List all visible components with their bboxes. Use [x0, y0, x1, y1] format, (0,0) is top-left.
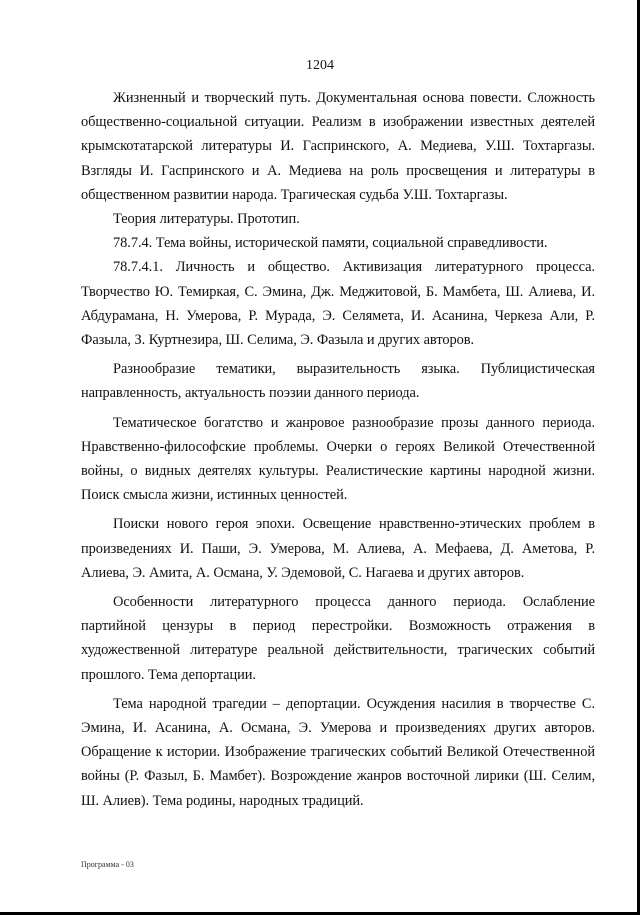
paragraph-literary-theory: Теория литературы. Прототип. — [113, 211, 300, 228]
paragraph-literary-process: Особенности литературного процесса данного периода. Ослабление партийной цензуры в период перестройки. Возможность отражения в художественной литературе реальной действительности, трагических событий прошлого. Тема депортации. — [81, 594, 595, 683]
footer-note: Программа - 03 — [81, 860, 134, 869]
page-number: 1204 — [306, 58, 334, 73]
paragraph-section-heading: 78.7.4. Тема войны, исторической памяти, социальной справедливости. — [113, 235, 548, 252]
paragraph-poetry-themes: Разнообразие тематики, выразительность языка. Публицистическая направленность, актуальность поэзии данного периода. — [81, 361, 595, 402]
paragraph-new-hero: Поиски нового героя эпохи. Освещение нравственно-этических проблем в произведениях И. Паши, Э. Умерова, М. Алиева, А. Мефаева, Д. Аметова, Р. Алиева, Э. Амита, А. Османа, У. Эдемовой, С. Нагаева и других авторов. — [81, 516, 595, 581]
paragraph-personality-society: 78.7.4.1. Личность и общество. Активизация литературного процесса. Творчество Ю. Темиркая, С. Эмина, Дж. Меджитовой, Б. Мамбета, Ш. Алиева, И. Абдурамана, Н. Умерова, Р. Мурада, Э. Селямета, И. Асанина, Черкеза Али, Р. Фазыла, З. Куртнезира, Ш. Селима, Э. Фазыла и других авторов. — [81, 259, 595, 349]
paragraph-deportation-tragedy: Тема народной трагедии – депортации. Осуждения насилия в творчестве С. Эмина, И. Асанина, А. Османа, Э. Умерова и произведениях других авторов. Обращение к истории. Изображение трагических событий Великой Отечественной войны (Р. Фазыл, Б. Мамбет). Возрождение жанров восточной лирики (Ш. Селим, Ш. Алиев). Тема родины, народных традиций. — [81, 695, 595, 809]
document-body — [81, 86, 595, 813]
paragraph-prose-genres: Тематическое богатство и жанровое разнообразие прозы данного периода. Нравственно-философские проблемы. Очерки о героях Великой Отечественной войны, о видных деятелях культуры. Реалистические картины народной жизни. Поиск смысла жизни, истинных ценностей. — [81, 414, 595, 504]
paragraph-biography: Жизненный и творческий путь. Документальная основа повести. Сложность общественно-социальной ситуации. Реализм в изображении известных деятелей крымскотатарской литературы И. Гаспринского, А. Медиева, У.Ш. Тохтаргазы. Взгляды И. Гаспринского и А. Медиева на роль просвещения и литературы в общественном развитии народа. Трагическая судьба У.Ш. Тохтаргазы. — [81, 90, 595, 203]
